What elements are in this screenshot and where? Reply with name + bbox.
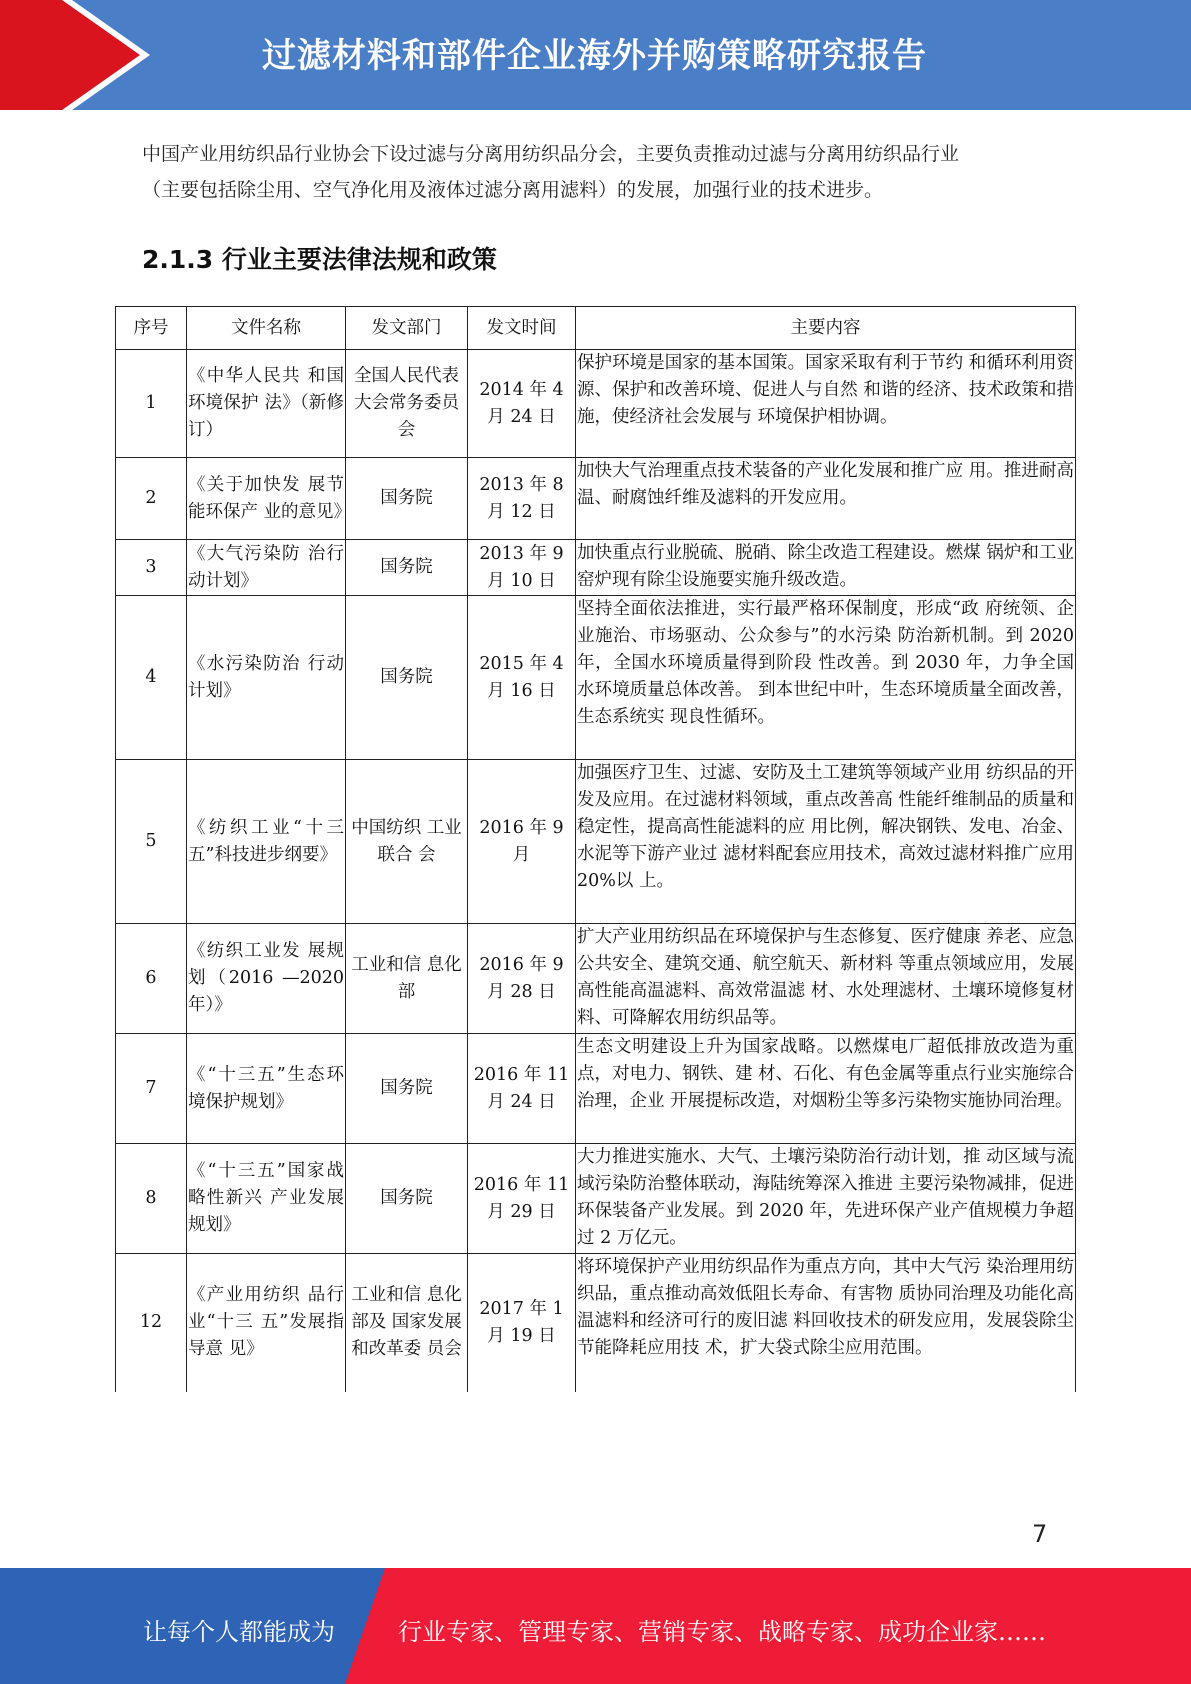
row-content: 坚持全面依法推进，实行最严格环保制度，形成“政 府统领、企业施治、市场驱动、公众参与”的水污染 防治新机制。到 2020 年，全国水环境质量得到阶段 性改善。到 2030 年，力争全国水环境质量总体改善。 到本世纪中叶，生态环境质量全面改善，生态系统实 现良性循环。 (576, 596, 1076, 760)
row-dept: 全国人民代表大会常务委员会 (346, 350, 468, 458)
row-name: 《大气污染防 治行动计划》 (187, 540, 346, 596)
row-dept: 国务院 (346, 458, 468, 540)
row-dept: 中国纺织 工业联合 会 (346, 760, 468, 924)
page-header (0, 0, 1191, 110)
row-date: 2014 年 4 月 24 日 (468, 350, 576, 458)
policy-table (115, 306, 1076, 1392)
section-title: 2.1.3 行业主要法律法规和政策 (142, 245, 497, 274)
col-header-content: 主要内容 (576, 307, 1076, 350)
row-num: 4 (116, 596, 187, 760)
table-row (116, 924, 1076, 1034)
row-date: 2017 年 1 月 19 日 (468, 1254, 576, 1392)
table-header-row (116, 307, 1076, 350)
row-content: 加快重点行业脱硫、脱硝、除尘改造工程建设。燃煤 锅炉和工业窑炉现有除尘设施要实施升级改造。 (576, 540, 1076, 596)
row-name: 《中华人民共 和国环境保护 法》（新修订） (187, 350, 346, 458)
intro-paragraph (142, 136, 1062, 208)
header-chevron-edge-icon (0, 0, 160, 110)
row-dept: 国务院 (346, 596, 468, 760)
table-row (116, 540, 1076, 596)
row-name: 《产业用纺织 品行业“十三 五”发展指导意 见》 (187, 1254, 346, 1392)
col-header-dept: 发文部门 (346, 307, 468, 350)
row-date: 2016 年 11 月 24 日 (468, 1034, 576, 1144)
row-date: 2015 年 4 月 16 日 (468, 596, 576, 760)
row-name: 《水污染防治 行动计划》 (187, 596, 346, 760)
table-row (116, 350, 1076, 458)
table-row (116, 1034, 1076, 1144)
row-dept: 国务院 (346, 1144, 468, 1254)
row-name: 《“十三五”国家战略性新兴 产业发展规划》 (187, 1144, 346, 1254)
row-name: 《“十三五”生态环境保护规划》 (187, 1034, 346, 1144)
row-date: 2013 年 9 月 10 日 (468, 540, 576, 596)
row-num: 2 (116, 458, 187, 540)
col-header-name: 文件名称 (187, 307, 346, 350)
table-row (116, 1254, 1076, 1392)
row-content: 扩大产业用纺织品在环境保护与生态修复、医疗健康 养老、应急公共安全、建筑交通、航空航天、新材料 等重点领域应用，发展高性能高温滤料、高效常温滤 材、水处理滤材、土壤环境修复材料、可降解农用纺织品等。 (576, 924, 1076, 1034)
row-content: 加快大气治理重点技术装备的产业化发展和推广应 用。推进耐高温、耐腐蚀纤维及滤料的开发应用。 (576, 458, 1076, 540)
table-row (116, 458, 1076, 540)
row-num: 3 (116, 540, 187, 596)
row-dept: 工业和信 息化部及 国家发展 和改革委 员会 (346, 1254, 468, 1392)
intro-line-1: 中国产业用纺织品行业协会下设过滤与分离用纺织品分会，主要负责推动过滤与分离用纺织品行业 (142, 143, 960, 165)
row-content: 将环境保护产业用纺织品作为重点方向，其中大气污 染治理用纺织品，重点推动高效低阻长寿命、有害物 质协同治理及功能化高温滤料和经济可行的废旧滤 料回收技术的研发应用，发展袋除尘节能降耗应用技 术，扩大袋式除尘应用范围。 (576, 1254, 1076, 1392)
row-date: 2016 年 9 月 28 日 (468, 924, 576, 1034)
row-dept: 国务院 (346, 1034, 468, 1144)
page-footer (0, 1568, 1191, 1684)
row-content: 保护环境是国家的基本国策。国家采取有利于节约 和循环利用资源、保护和改善环境、促进人与自然 和谐的经济、技术政策和措施，使经济社会发展与 环境保护相协调。 (576, 350, 1076, 458)
col-header-num: 序号 (116, 307, 187, 350)
row-name: 《关于加快发 展节能环保产 业的意见》 (187, 458, 346, 540)
row-name: 《纺织工业“十三五”科技进步纲要》 (187, 760, 346, 924)
row-num: 1 (116, 350, 187, 458)
table-row (116, 760, 1076, 924)
table-row (116, 1144, 1076, 1254)
table-row (116, 596, 1076, 760)
row-content: 生态文明建设上升为国家战略。以燃煤电厂超低排放改造为重点，对电力、钢铁、建 材、石化、有色金属等重点行业实施综合治理，企业 开展提标改造，对烟粉尘等多污染物实施协同治理。 (576, 1034, 1076, 1144)
footer-slogan-right: 行业专家、管理专家、营销专家、战略专家、成功企业家…… (398, 1618, 1046, 1646)
row-num: 6 (116, 924, 187, 1034)
row-date: 2016 年 11 月 29 日 (468, 1144, 576, 1254)
row-num: 7 (116, 1034, 187, 1144)
report-title: 过滤材料和部件企业海外并购策略研究报告 (262, 36, 927, 76)
row-num: 8 (116, 1144, 187, 1254)
row-dept: 国务院 (346, 540, 468, 596)
row-content: 加强医疗卫生、过滤、安防及土工建筑等领域产业用 纺织品的开发及应用。在过滤材料领域，重点改善高 性能纤维制品的质量和稳定性，提高高性能滤料的应 用比例，解决钢铁、发电、冶金、水泥等下游产业过 滤材料配套应用技术，高效过滤材料推广应用 20%以 上。 (576, 760, 1076, 924)
row-num: 12 (116, 1254, 187, 1392)
col-header-date: 发文时间 (468, 307, 576, 350)
row-dept: 工业和信 息化部 (346, 924, 468, 1034)
row-content: 大力推进实施水、大气、土壤污染防治行动计划，推 动区域与流域污染防治整体联动，海陆统筹深入推进 主要污染物减排，促进环保装备产业发展。到 2020 年，先进环保产业产值规模力争超过 2 万亿元。 (576, 1144, 1076, 1254)
row-name: 《纺织工业发 展规划（2016 —2020 年）》 (187, 924, 346, 1034)
page-number: 7 (1032, 1520, 1048, 1548)
row-date: 2013 年 8 月 12 日 (468, 458, 576, 540)
row-date: 2016 年 9 月 (468, 760, 576, 924)
intro-line-2: （主要包括除尘用、空气净化用及液体过滤分离用滤料）的发展，加强行业的技术进步。 (142, 179, 884, 201)
row-num: 5 (116, 760, 187, 924)
footer-slogan-left: 让每个人都能成为 (143, 1618, 335, 1646)
